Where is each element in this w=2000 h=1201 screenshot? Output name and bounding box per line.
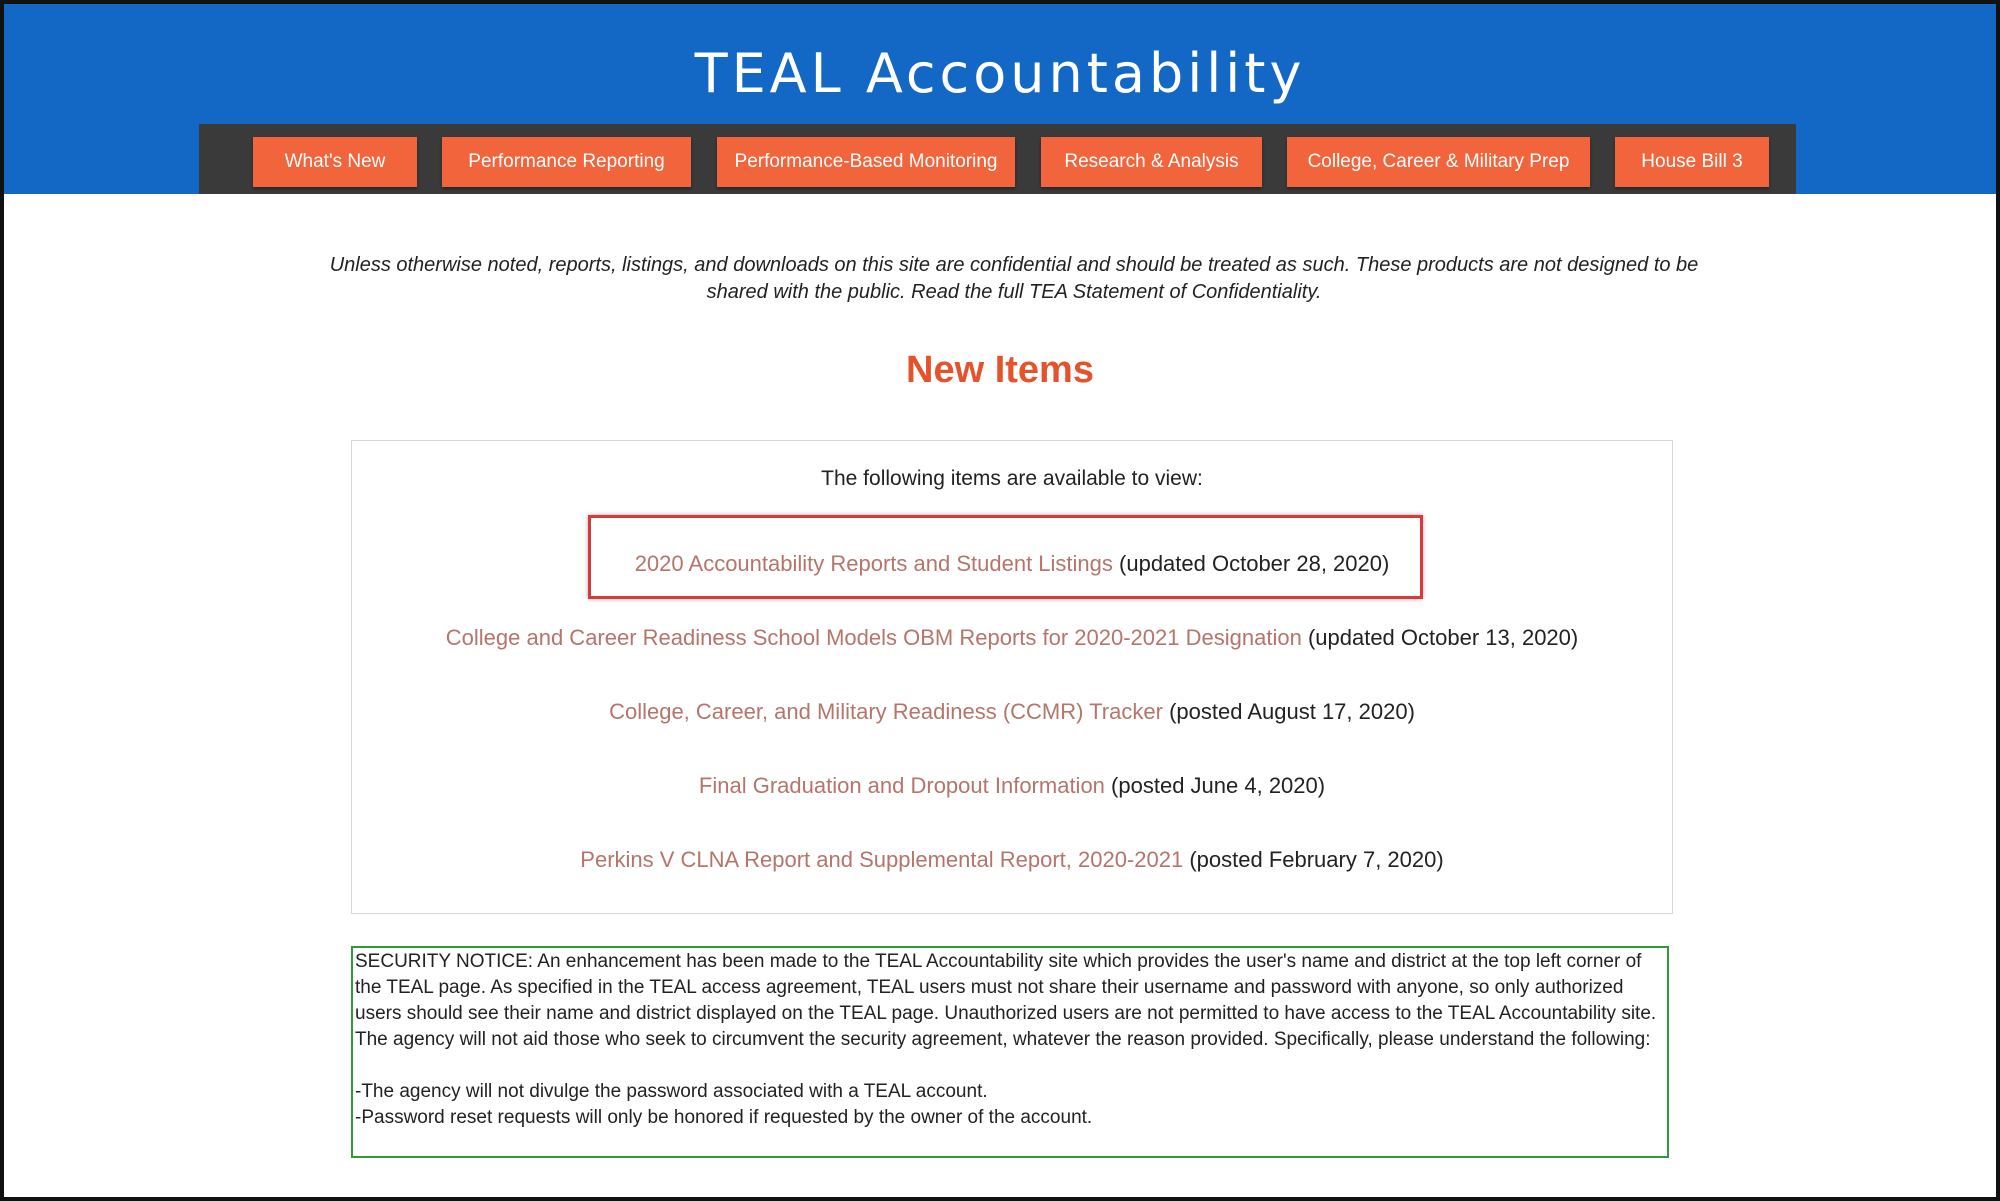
new-items-title: New Items	[906, 349, 1094, 391]
item-link-ccmr-tracker[interactable]: College, Career, and Military Readiness (CCMR) Tracker	[609, 699, 1163, 724]
item-date-note: (posted June 4, 2020)	[1111, 773, 1326, 798]
main-nav	[199, 124, 1796, 194]
security-notice-spacer	[355, 1053, 1665, 1079]
nav-research-analysis[interactable]: Research & Analysis	[1041, 137, 1262, 187]
security-bullet: -Password reset requests will only be honored if requested by the owner of the account.	[355, 1107, 1093, 1128]
list-item	[352, 551, 1672, 577]
item-link-graduation-dropout[interactable]: Final Graduation and Dropout Information	[698, 773, 1105, 798]
list-item	[352, 773, 1672, 799]
security-notice-text: SECURITY NOTICE: An enhancement has been made to the TEAL Accountability site which provides the user's name and district at the top left corner of the TEAL page. As specified in the TEAL access agreement, TEAL users must not share their username and password with anyone, so only authorized users should see their name and district displayed on the TEAL page. Unauthorized users are not permitted to have access to the TEAL Accountability site. The agency will not aid those who seek to circumvent the security agreement, whatever the reason provided. Specifically, please understand the following:	[355, 951, 1657, 1050]
item-date-note: (updated October 13, 2020)	[1307, 625, 1579, 650]
nav-performance-reporting[interactable]: Performance Reporting	[442, 137, 691, 187]
site-title: TEAL Accountability	[694, 42, 1306, 105]
item-link-accountability-reports[interactable]: 2020 Accountability Reports and Student Listings	[634, 551, 1113, 576]
item-date-note: (posted August 17, 2020)	[1169, 699, 1415, 724]
list-item	[352, 847, 1672, 873]
security-bullet: -The agency will not divulge the password associated with a TEAL account.	[355, 1081, 988, 1102]
new-items-intro: The following items are available to view:	[821, 467, 1203, 490]
security-notice	[351, 946, 1669, 1158]
nav-house-bill-3[interactable]: House Bill 3	[1615, 137, 1769, 187]
nav-college-career-military-prep[interactable]: College, Career & Military Prep	[1287, 137, 1590, 187]
new-items-panel	[351, 440, 1673, 914]
site-header	[4, 4, 1996, 194]
confidentiality-notice: Unless otherwise noted, reports, listings, and downloads on this site are confidential and should be treated as such. These products are not designed to be shared with the public. Read the full TEA Statement of Confidentiality.	[329, 254, 1699, 303]
item-link-ccr-school-models[interactable]: College and Career Readiness School Models OBM Reports for 2020-2021 Designation	[445, 625, 1302, 650]
item-date-note: (posted February 7, 2020)	[1189, 847, 1444, 872]
list-item	[352, 699, 1672, 725]
nav-whats-new[interactable]: What's New	[253, 137, 417, 187]
list-item	[352, 625, 1672, 651]
item-date-note: (updated October 28, 2020)	[1119, 551, 1390, 576]
item-link-perkins-clna[interactable]: Perkins V CLNA Report and Supplemental Report, 2020-2021	[580, 847, 1184, 872]
nav-performance-based-monitoring[interactable]: Performance-Based Monitoring	[717, 137, 1015, 187]
